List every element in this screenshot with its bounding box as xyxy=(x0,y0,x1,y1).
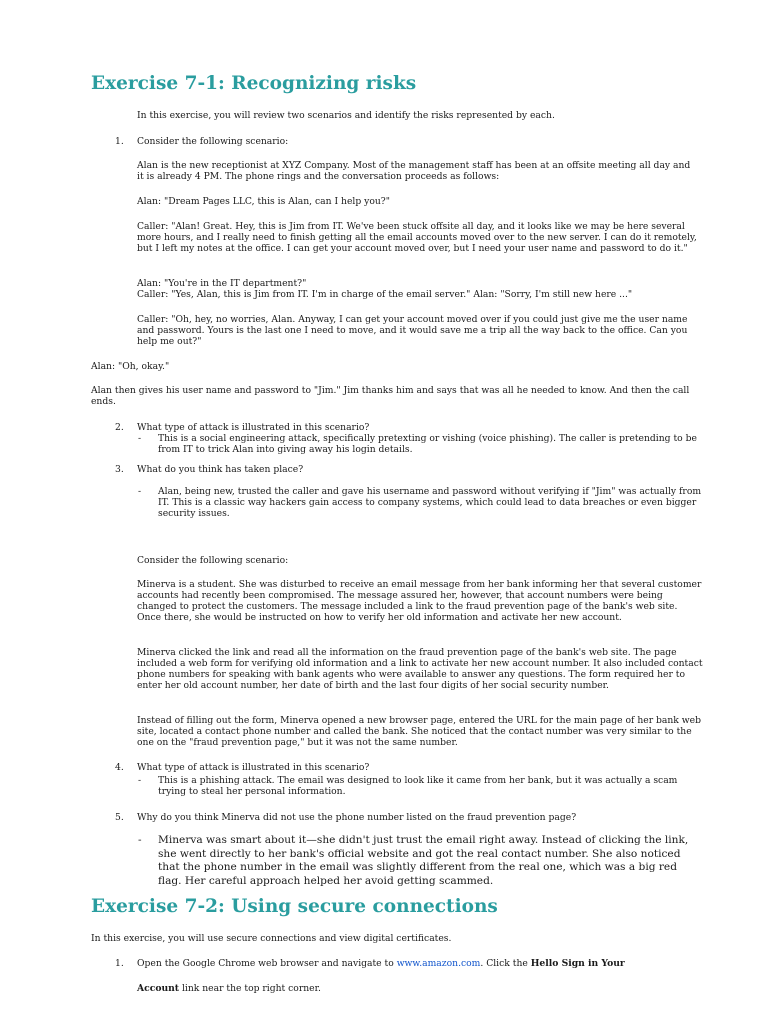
scenario-1-paragraph-2: Alan: "Dream Pages LLC, this is Alan, can I help you?" xyxy=(137,196,390,207)
step-1-text-a: Open the Google Chrome web browser and navigate to xyxy=(137,958,397,969)
scenario-1-prompt: Consider the following scenario: xyxy=(137,136,289,147)
answer-5-bullet: - xyxy=(138,834,142,846)
step-1-bold-a: Hello Sign in Your xyxy=(530,958,625,969)
exercise-7-2-intro: In this exercise, you will use secure connections and view digital certificates. xyxy=(91,933,452,944)
step-number-1: 1. xyxy=(115,958,124,969)
scenario-1-paragraph-4a: Alan: "You're in the IT department?" xyxy=(137,278,307,289)
answer-2-bullet: - xyxy=(138,433,142,444)
answer-4-bullet: - xyxy=(138,775,142,786)
answer-3: Alan, being new, trusted the caller and gave his username and password without verifying if "Jim" was actually from IT. This is a classic way hackers gain access to company systems, which could lead to data breaches or even bigger security issues. xyxy=(158,486,702,519)
scenario-2-prompt: Consider the following scenario: xyxy=(137,555,289,566)
step-1-line-2 xyxy=(137,983,697,994)
answer-5: Minerva was smart about it—she didn't just trust the email right away. Instead of clicking the link, she went directly to her bank's official website and got the real contact number. She also noticed that the phone number in the email was slightly different from the real one, which was a big red flag. Her careful approach helped her avoid getting scammed. xyxy=(158,834,689,887)
answer-4: This is a phishing attack. The email was designed to look like it came from her bank, but it was actually a scam trying to steal her personal information. xyxy=(158,775,678,797)
step-1-text-c: link near the top right corner. xyxy=(179,983,321,994)
question-4: What type of attack is illustrated in this scenario? xyxy=(137,762,370,773)
scenario-1-paragraph-1: Alan is the new receptionist at XYZ Company. Most of the management staff has been at an offsite meeting all day and it is already 4 PM. The phone rings and the conversation proceeds as follows: xyxy=(137,160,691,182)
question-3: What do you think has taken place? xyxy=(137,464,304,475)
step-1-line-1 xyxy=(137,958,697,969)
amazon-link[interactable]: www.amazon.com xyxy=(396,958,481,969)
scenario-1-paragraph-5: Caller: "Oh, hey, no worries, Alan. Anyway, I can get your account moved over if you could just give me the user name and password. Yours is the last one I need to move, and it would save me a trip all the way back to the office. Can you help me out?" xyxy=(137,314,688,347)
item-number-1: 1. xyxy=(115,136,124,147)
step-1-bold-b: Account xyxy=(137,983,180,994)
item-number-4: 4. xyxy=(115,762,124,773)
item-number-5: 5. xyxy=(115,812,124,823)
question-2: What type of attack is illustrated in this scenario? xyxy=(137,422,370,433)
item-number-2: 2. xyxy=(115,422,124,433)
alan-gives-paragraph: Alan then gives his user name and password to "Jim." Jim thanks him and says that was all he needed to know. And then the call ends. xyxy=(91,385,690,407)
scenario-2-paragraph-3: Instead of filling out the form, Minerva opened a new browser page, entered the URL for the main page of her bank web site, located a contact phone number and called the bank. She noticed that the contact number was very similar to the one on the "fraud prevention page," but it was not the same number. xyxy=(137,715,701,748)
question-5: Why do you think Minerva did not use the phone number listed on the fraud prevention page? xyxy=(137,812,577,823)
step-1-text-b: . Click the xyxy=(480,958,531,969)
scenario-2-paragraph-2: Minerva clicked the link and read all the information on the fraud prevention page of the bank's web site. The page included a web form for verifying old information and a link to activate her new account number. It also included contact phone numbers for speaking with bank agents who were available to answer any questions. The form required her to enter her old account number, her date of birth and the last four digits of her social security number. xyxy=(137,647,703,691)
item-number-3: 3. xyxy=(115,464,124,475)
exercise-7-1-title: Exercise 7-1: Recognizing risks xyxy=(91,73,417,94)
exercise-7-2-title: Exercise 7-2: Using secure connections xyxy=(91,896,498,917)
scenario-1-paragraph-4b: Caller: "Yes, Alan, this is Jim from IT. I'm in charge of the email server." Alan: "Sorry, I'm still new here ..." xyxy=(137,289,633,300)
scenario-2-paragraph-1: Minerva is a student. She was disturbed to receive an email message from her bank informing her that several customer accounts had recently been compromised. The message assured her, however, that account numbers were being changed to protect the customers. The message included a link to the fraud prevention page of the bank's web site. Once there, she would be instructed on how to verify her old information and activate her new account. xyxy=(137,579,702,623)
scenario-1-paragraph-3: Caller: "Alan! Great. Hey, this is Jim from IT. We've been stuck offsite all day, and it looks like we may be here several more hours, and I really need to finish getting all the email accounts moved over to the new server. I can do it remotely, but I left my notes at the office. I can get your account moved over, but I need your user name and password to do it." xyxy=(137,221,697,254)
answer-2: This is a social engineering attack, specifically pretexting or vishing (voice phishing). The caller is pretending to be from IT to trick Alan into giving away his login details. xyxy=(158,433,697,455)
answer-3-bullet: - xyxy=(138,486,142,497)
exercise-7-1-intro: In this exercise, you will review two scenarios and identify the risks represented by each. xyxy=(137,110,555,121)
alan-ok-line: Alan: "Oh, okay." xyxy=(91,361,170,372)
